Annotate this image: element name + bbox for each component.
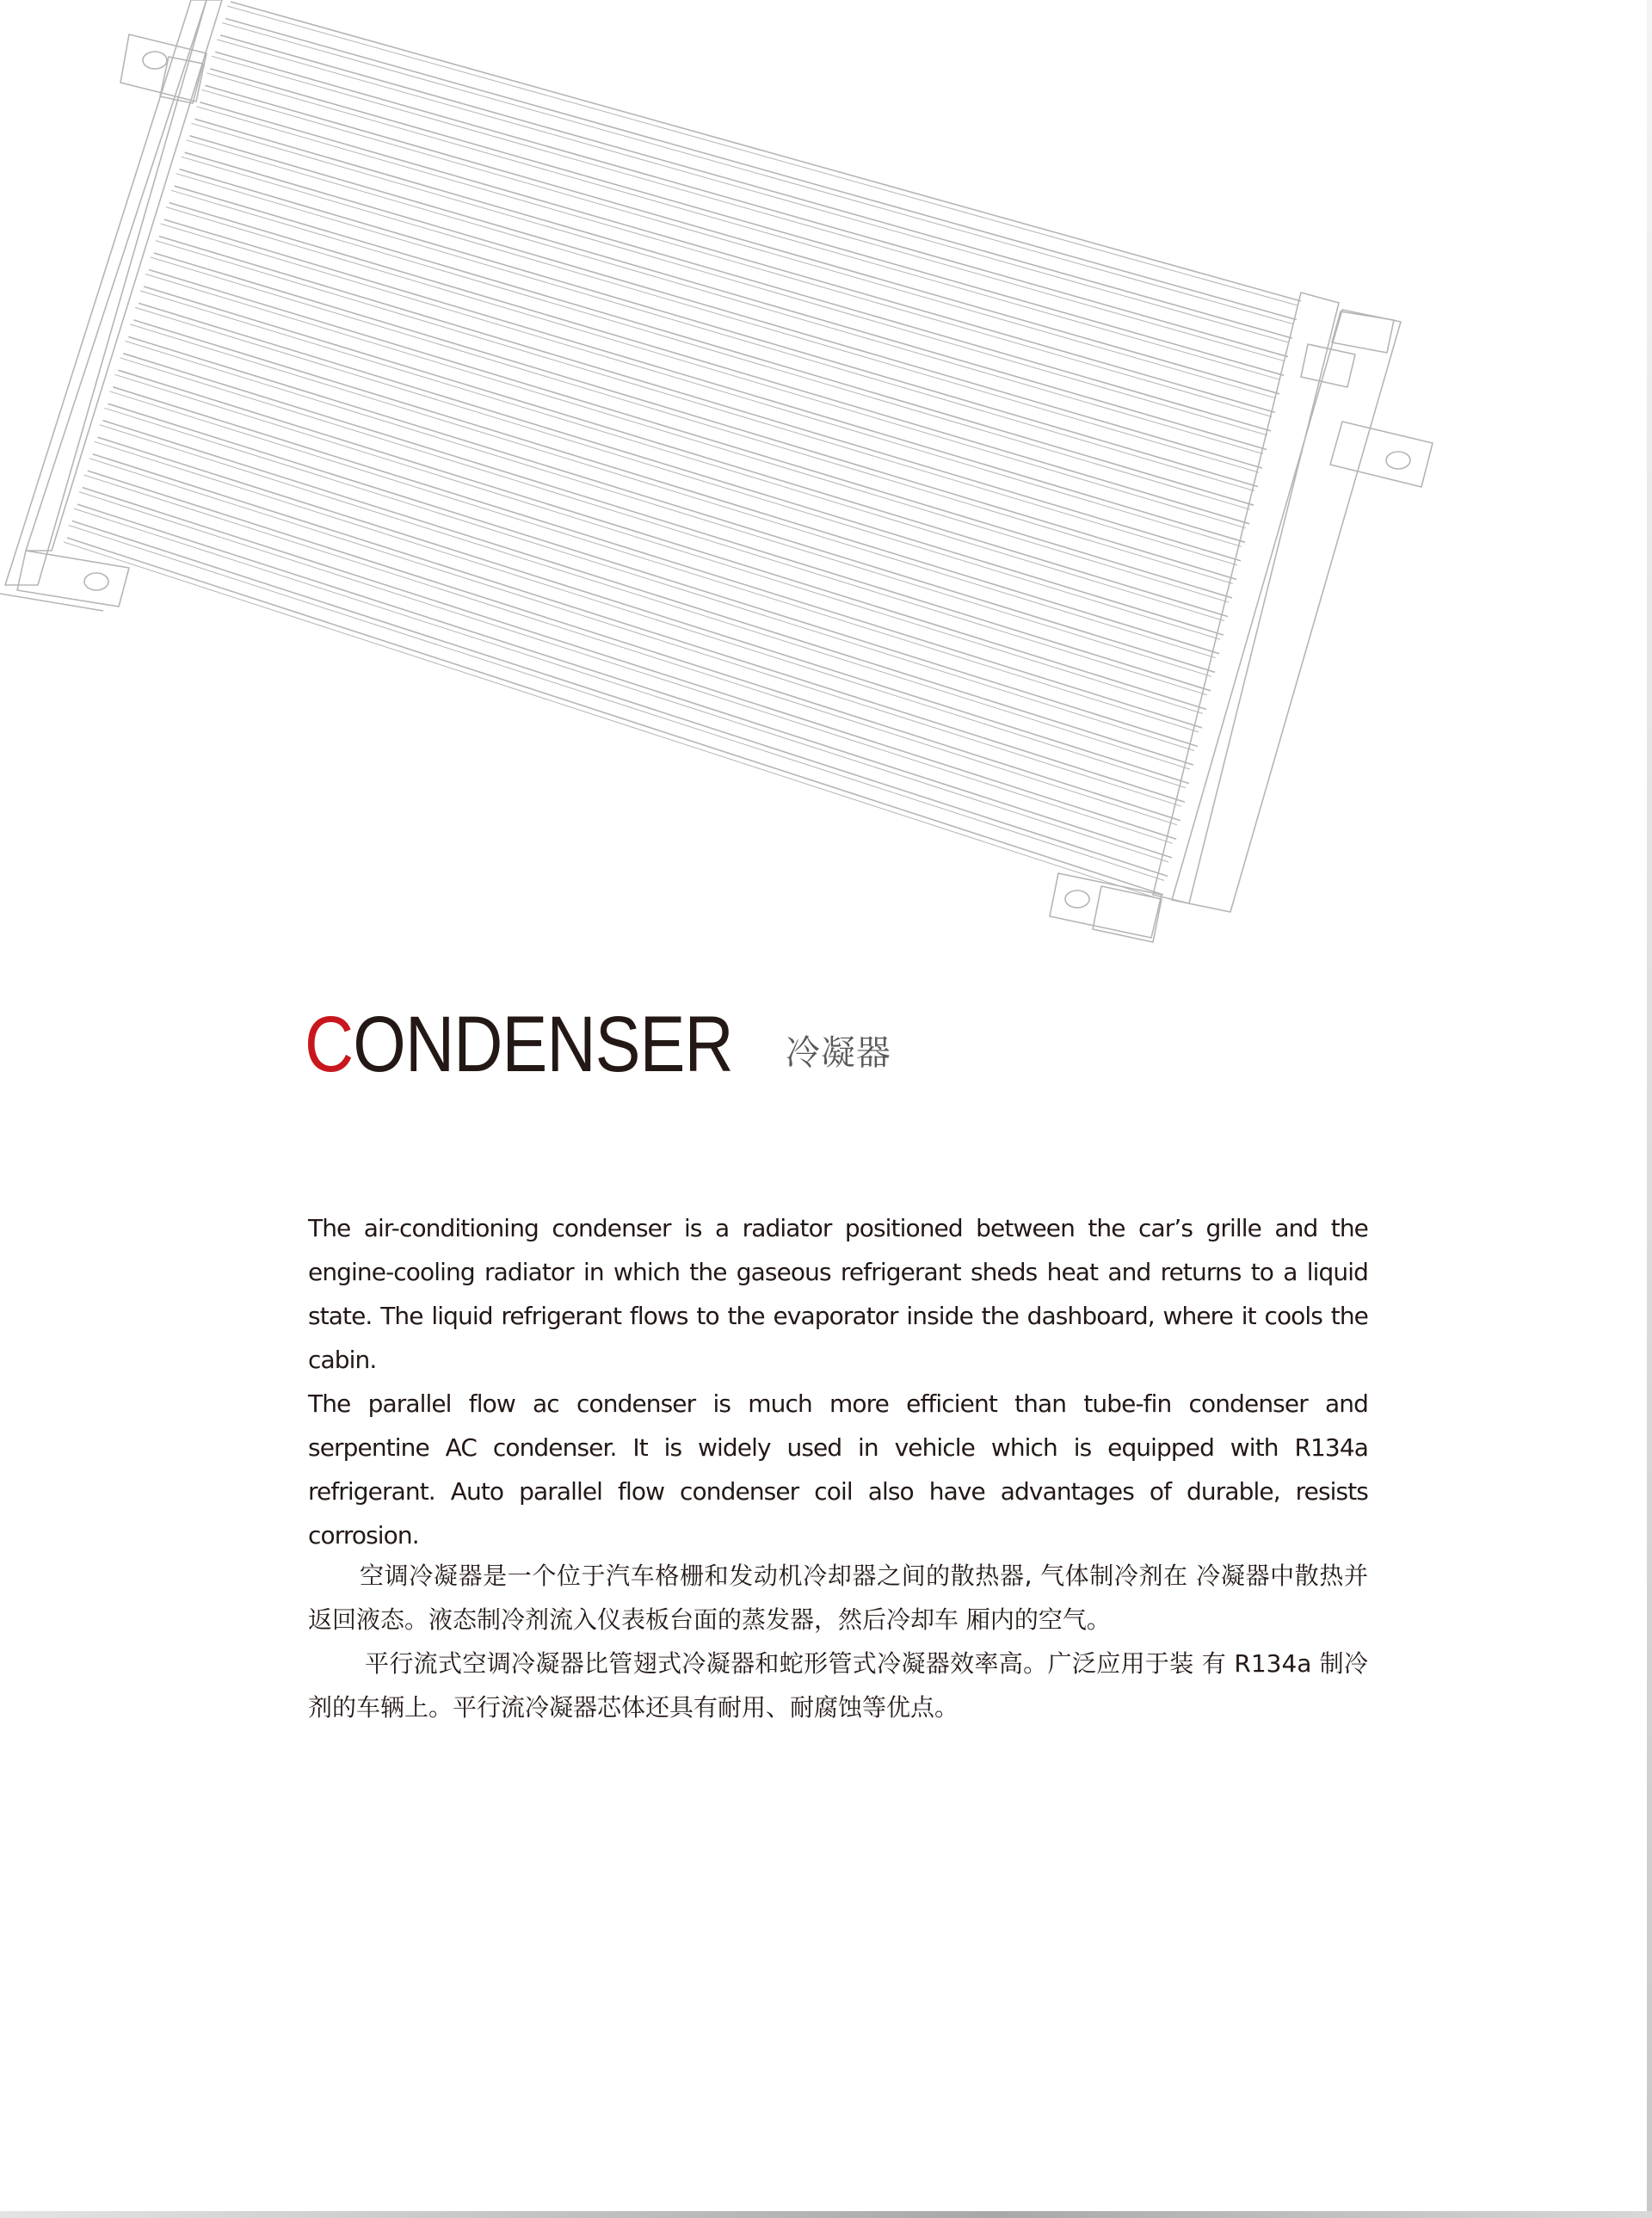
chinese-paragraph-1: 空调冷凝器是一个位于汽车格栅和发动机冷却器之间的散热器, 气体制冷剂在 冷凝器中散热并返回液态。液态制冷剂流入仪表板台面的蒸发器，然后冷却车 厢内的空气。 [308, 1562, 1368, 1634]
english-paragraph-2: The parallel flow ac condenser is much more efficient than tube-fin condenser and serpentine AC condenser. It is widely used in vehicle which is equipped with R134a refrigerant. Auto parallel flow condenser coil also have advantages of durable, resists corrosion. [308, 1389, 1368, 1550]
title-rest: ONDENSER [353, 1001, 733, 1088]
page-title [305, 1001, 891, 1088]
english-description [308, 1206, 1368, 1557]
chinese-description [308, 1554, 1368, 1729]
title-initial: C [305, 1001, 354, 1088]
title-chinese: 冷凝器 [785, 1033, 891, 1073]
bottom-edge-rule [0, 2211, 1652, 2218]
right-edge-rule [1647, 0, 1652, 2218]
condenser-line-drawing [0, 0, 1652, 955]
english-paragraph-1: The air-conditioning condenser is a radiator positioned between the car’s grille and the engine-cooling radiator in which the gaseous refrigerant sheds heat and returns to a liquid state. The liquid refrigerant flows to the evaporator inside the dashboard, where it cools the cabin. [308, 1214, 1368, 1374]
chinese-paragraph-2: 平行流式空调冷凝器比管翅式冷凝器和蛇形管式冷凝器效率高。广泛应用于装 有 R134a 制冷剂的车辆上。平行流冷凝器芯体还具有耐用、耐腐蚀等优点。 [308, 1649, 1368, 1722]
title-english [305, 1001, 733, 1088]
